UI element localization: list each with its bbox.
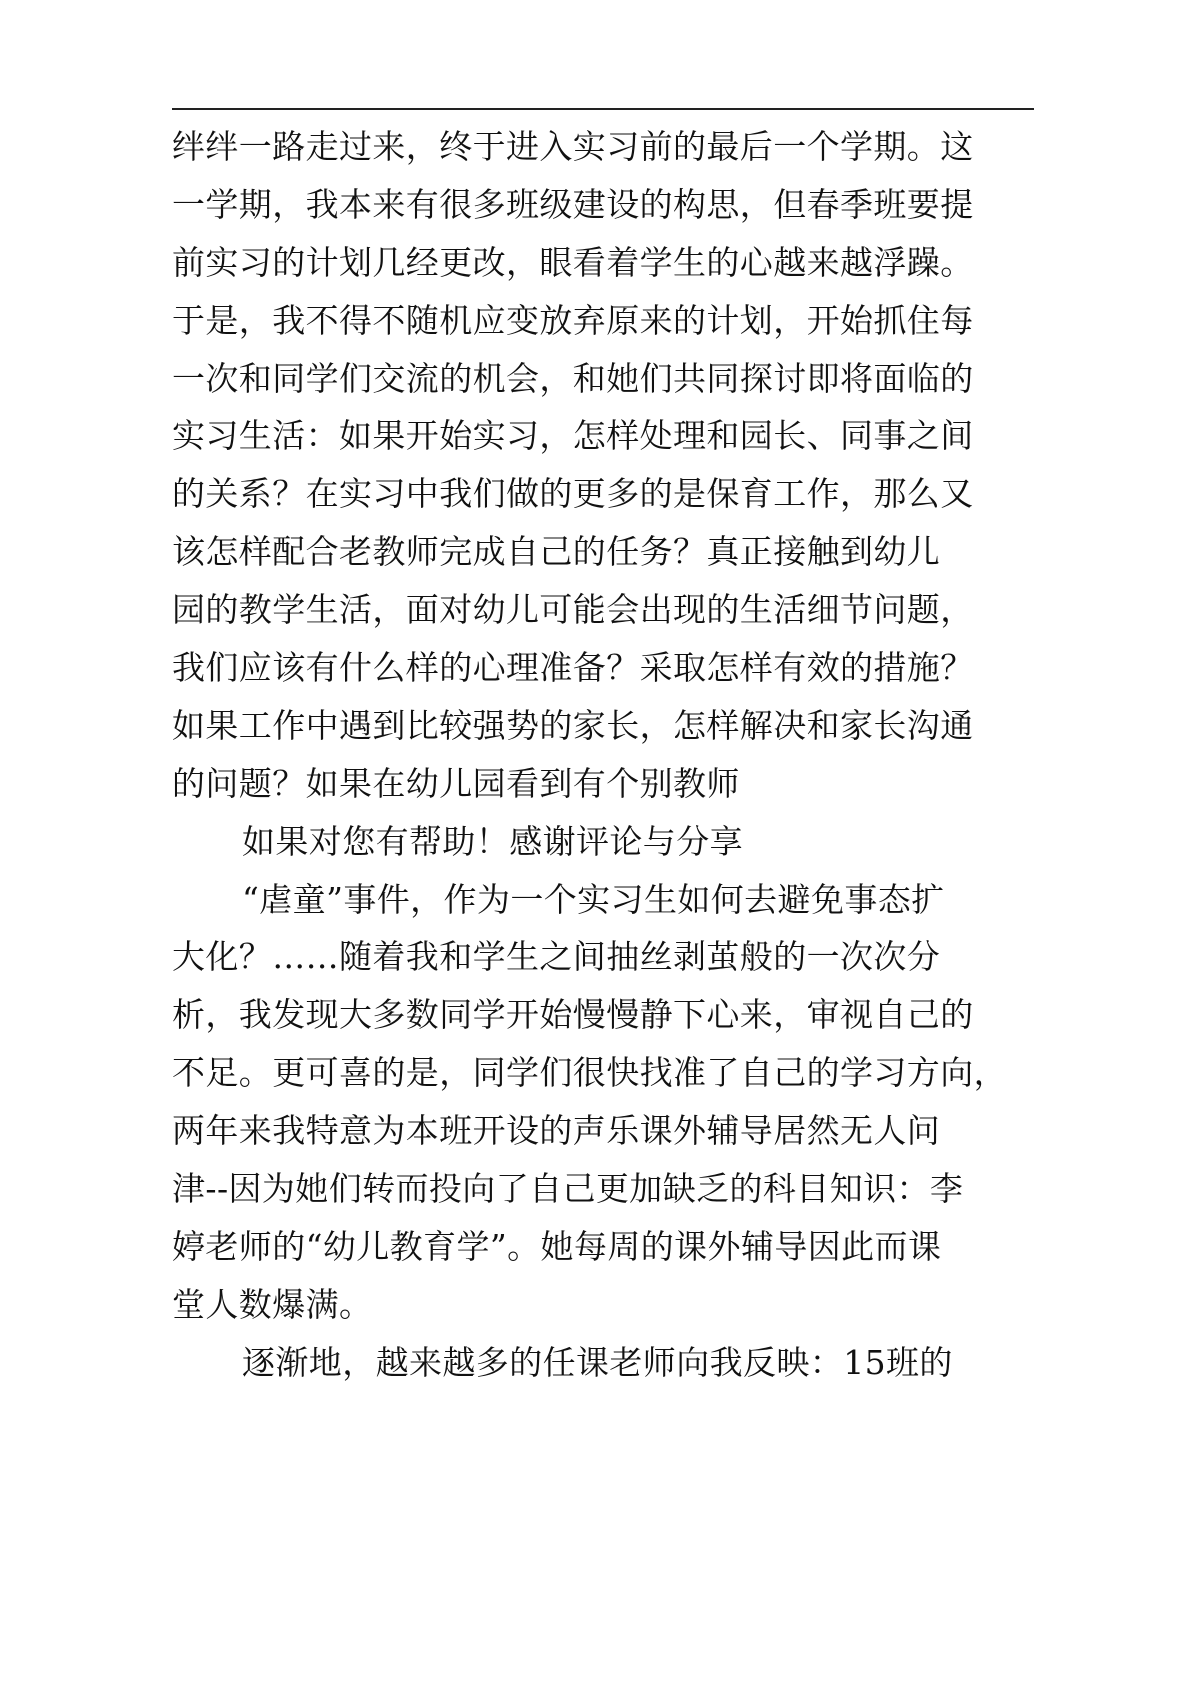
text-line: 一次和同学们交流的机会，和她们共同探讨即将面临的 xyxy=(172,358,974,398)
text-line: 逐渐地，越来越多的任课老师向我反映：15班的 xyxy=(242,1342,953,1382)
text-line: 两年来我特意为本班开设的声乐课外辅导居然无人问 xyxy=(172,1111,941,1151)
text-line: 于是，我不得不随机应变放弃原来的计划，开始抓住每 xyxy=(172,300,974,340)
header-rule xyxy=(172,108,1034,110)
text-line: “虐童”事件，作为一个实习生如何去避免事态扩 xyxy=(242,879,945,919)
text-line: 该怎样配合老教师完成自己的任务？真正接触到幼儿 xyxy=(172,532,941,572)
text-line: 的问题？如果在幼儿园看到有个别教师 xyxy=(172,763,740,803)
text-line: 园的教学生活，面对幼儿可能会出现的生活细节问题， xyxy=(172,590,974,630)
text-line: 的关系？在实习中我们做的更多的是保育工作，那么又 xyxy=(172,474,974,514)
text-line: 婷老师的“幼儿教育学”。她每周的课外辅导因此而课 xyxy=(172,1226,942,1266)
text-line: 一学期，我本来有很多班级建设的构思，但春季班要提 xyxy=(172,184,974,224)
text-line: 堂人数爆满。 xyxy=(172,1284,373,1324)
share-note: 如果对您有帮助！感谢评论与分享 xyxy=(242,821,743,861)
text-line: 大化？……随着我和学生之间抽丝剥茧般的一次次分 xyxy=(172,937,941,977)
text-line: 绊绊一路走过来，终于进入实习前的最后一个学期。这 xyxy=(172,127,974,166)
body-text xyxy=(172,118,1072,1392)
text-line: 如果工作中遇到比较强势的家长，怎样解决和家长沟通 xyxy=(172,705,974,745)
text-line: 不足。更可喜的是，同学们很快找准了自己的学习方向， xyxy=(172,1053,1007,1093)
text-line: 实习生活：如果开始实习，怎样处理和园长、同事之间 xyxy=(172,416,974,456)
text-line: 前实习的计划几经更改，眼看着学生的心越来越浮躁。 xyxy=(172,242,974,282)
text-line: 津--因为她们转而投向了自己更加缺乏的科目知识：李 xyxy=(172,1169,964,1209)
text-line: 我们应该有什么样的心理准备？采取怎样有效的措施？ xyxy=(172,648,974,688)
text-line: 析，我发现大多数同学开始慢慢静下心来，审视自己的 xyxy=(172,995,974,1035)
